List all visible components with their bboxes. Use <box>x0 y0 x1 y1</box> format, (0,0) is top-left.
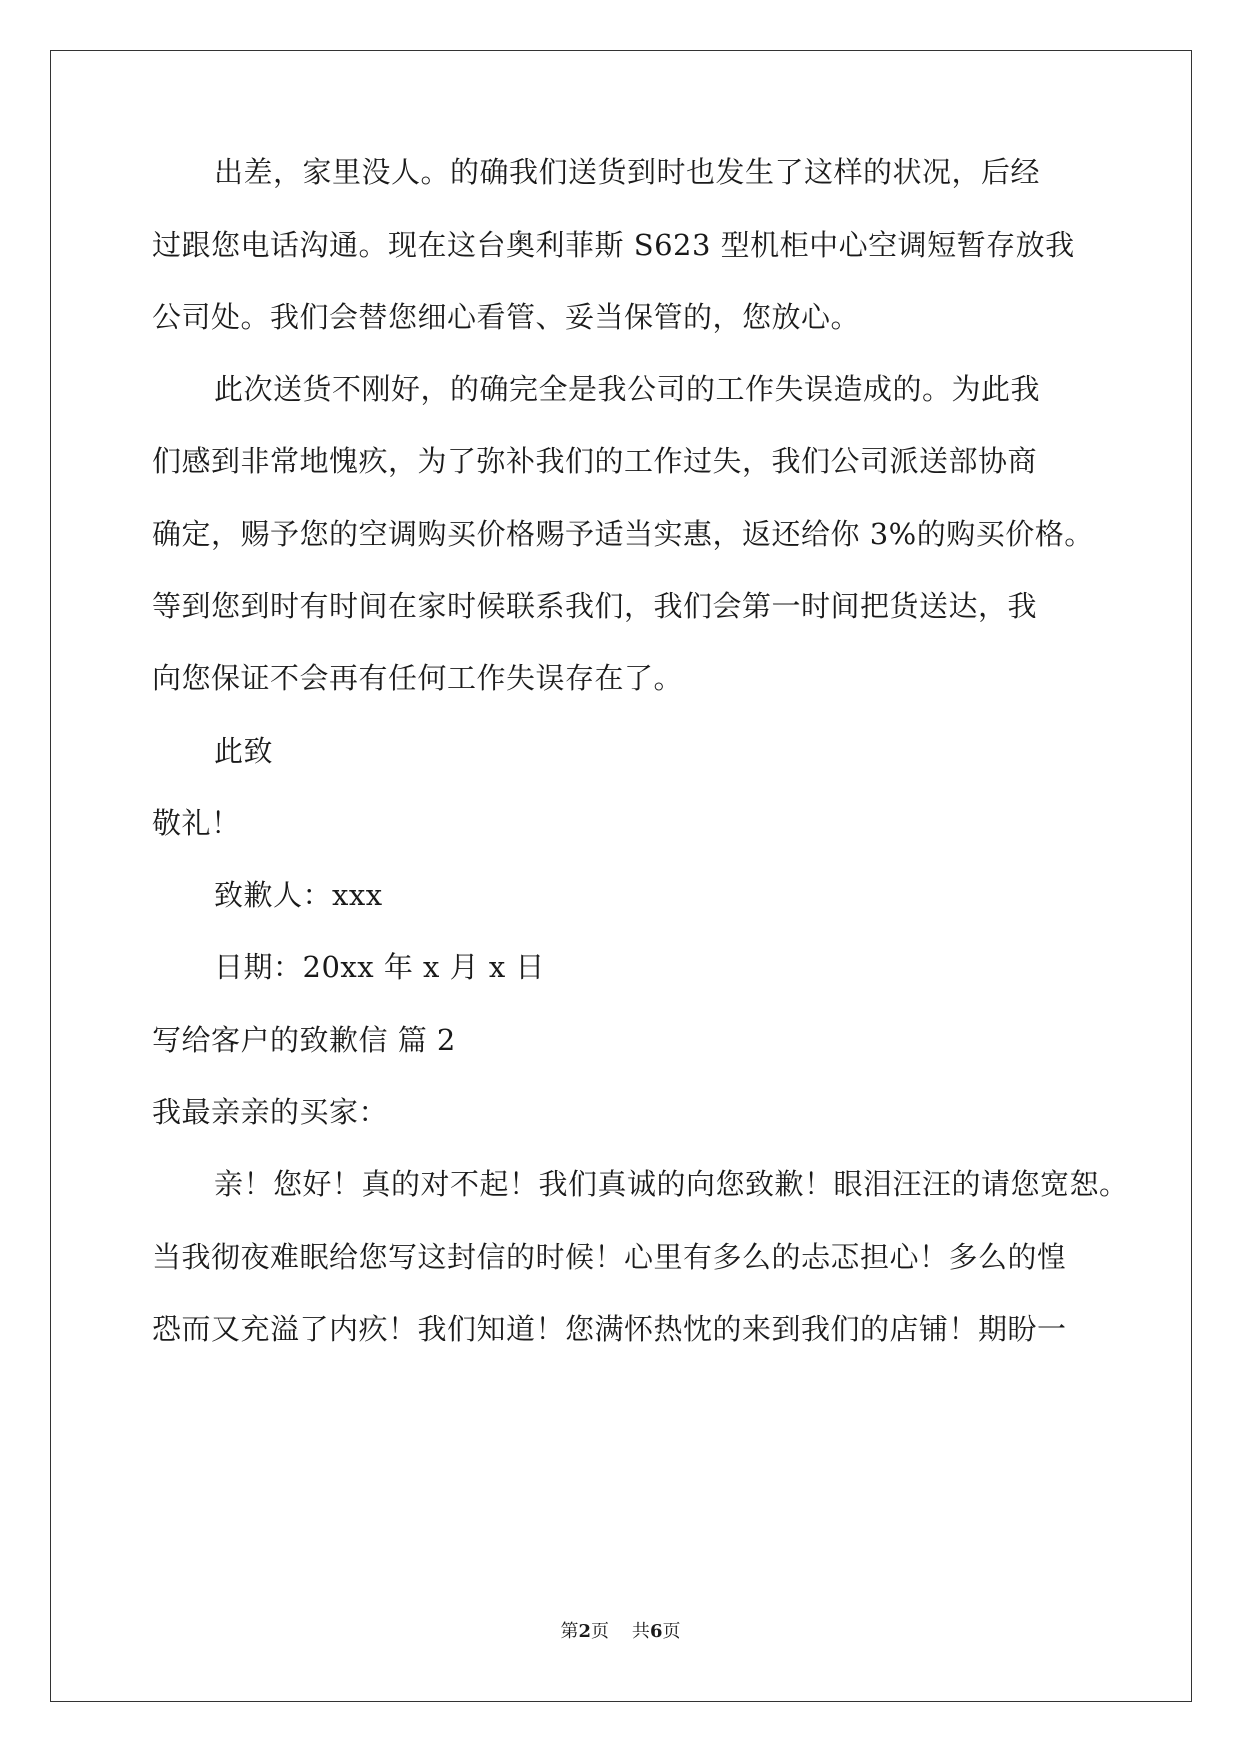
greeting-line: 我最亲亲的买家： <box>152 1095 389 1129</box>
paragraph-line: 亲！您好！真的对不起！我们真诚的向您致歉！眼泪汪汪的请您宽恕。 <box>214 1167 1129 1201</box>
paragraph-line: 公司处。我们会替您细心看管、妥当保管的，您放心。 <box>152 300 861 334</box>
closing-salutation: 此致 <box>214 734 274 768</box>
paragraph-line: 此次送货不刚好，的确完全是我公司的工作失误造成的。为此我 <box>214 372 1041 406</box>
paragraph-line: 们感到非常地愧疚，为了弥补我们的工作过失，我们公司派送部协商 <box>152 444 1038 478</box>
signature-line: 致歉人：xxx <box>214 878 383 912</box>
paragraph-line: 向您保证不会再有任何工作失误存在了。 <box>152 661 684 695</box>
closing-regards: 敬礼！ <box>152 806 241 840</box>
paragraph-line: 过跟您电话沟通。现在这台奥利菲斯 S623 型机柜中心空调短暂存放我 <box>152 228 1075 262</box>
footer-mid: 页 共 <box>591 1621 650 1642</box>
paragraph-line: 当我彻夜难眠给您写这封信的时候！心里有多么的忐忑担心！多么的惶 <box>152 1240 1067 1274</box>
total-page-number: 6 <box>649 1621 663 1642</box>
current-page-number: 2 <box>578 1621 592 1642</box>
section-heading: 写给客户的致歉信 篇 2 <box>152 1023 456 1057</box>
paragraph-line: 恐而又充溢了内疚！我们知道！您满怀热忱的来到我们的店铺！期盼一 <box>152 1312 1067 1346</box>
paragraph-line: 出差，家里没人。的确我们送货到时也发生了这样的状况，后经 <box>214 155 1041 189</box>
paragraph-line: 等到您到时有时间在家时候联系我们，我们会第一时间把货送达，我 <box>152 589 1038 623</box>
footer-suffix: 页 <box>662 1621 681 1642</box>
paragraph-line: 确定，赐予您的空调购买价格赐予适当实惠，返还给你 3%的购买价格。 <box>152 517 1094 551</box>
page-number-footer <box>0 1617 1241 1643</box>
date-line: 日期：20xx 年 x 月 x 日 <box>214 950 545 984</box>
footer-prefix: 第 <box>560 1621 579 1642</box>
